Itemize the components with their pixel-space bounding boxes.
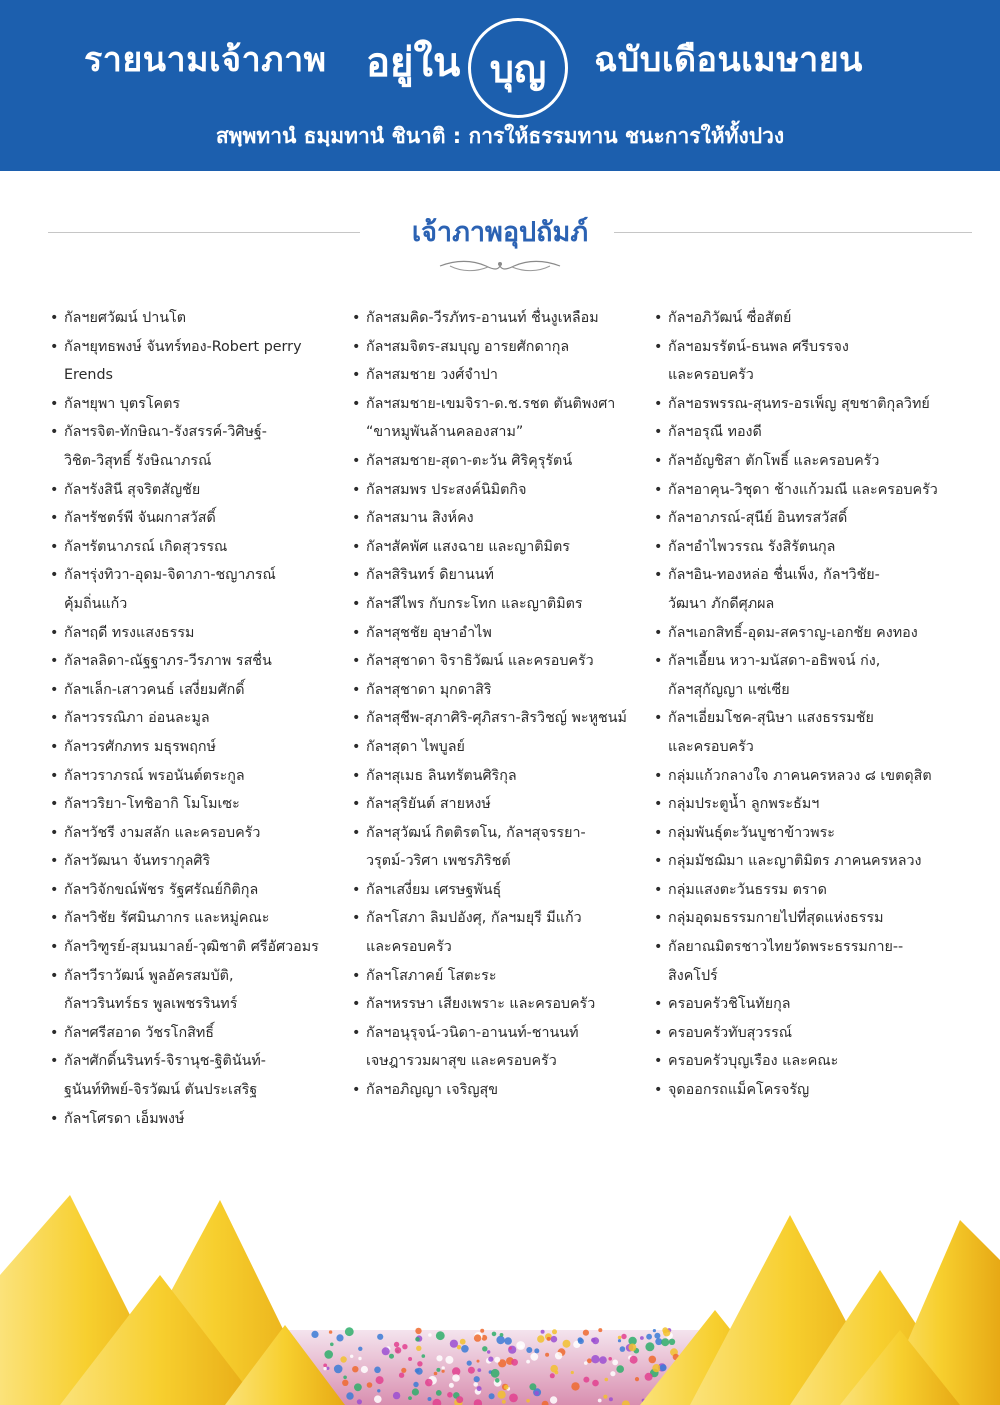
gem-dot [603,1395,607,1399]
sponsor-list-item: • กัลฯสุดา ไพบูลย์ [352,733,652,762]
gem-dot [608,1357,612,1361]
gem-dot [413,1382,418,1387]
gem-dot [474,1376,480,1382]
sponsor-list-item: • กัลฯสีไพร กับกระโทก และญาติมิตร [352,590,652,619]
gem-dot [605,1378,609,1382]
sponsor-list-item: • กัลฯวรศักภทร มธุรพฤกษ์ [50,733,350,762]
gem-dot [500,1333,504,1337]
sponsor-list-item: • กัลฯยศวัฒน์ ปานโต [50,304,350,333]
logo-circle-text: บุญ [489,45,547,91]
gem-dot [482,1346,487,1351]
sponsor-list-item: • กัลฯสัคพัศ แสงฉาย และญาติมิตร [352,533,652,562]
gem-dot [555,1352,562,1359]
sponsor-list-item: • กัลฯสุวัฒน์ กิตติรตโน, กัลฯสุจรรยา- วรุตม์-วริศา เพชรภิริชต์ [352,819,652,876]
sponsor-list-item: • กัลฯลลิดา-ณัฐฐาภร-วีรภาพ รสชื่น [50,647,350,676]
gem-dot [492,1332,497,1337]
gem-dot [504,1385,509,1390]
gem-dot [415,1337,420,1342]
gem-dot [358,1347,362,1351]
gem-dot [646,1334,652,1340]
gem-dot [509,1347,512,1350]
sponsor-list-item: • กัลฯสุชีพ-สุภาศิริ-ศุภิสรา-สิรวิชญ์ พะหูชนม์ [352,704,652,733]
sponsor-list-item: • กัลฯเอี่ยมโชค-สุนิษา แสงธรรมชัย และครอบครัว [654,704,1000,761]
sponsor-list-item: • กัลยาณมิตรชาวไทยวัดพระธรรมกาย-- สิงคโปร์ [654,933,1000,990]
sponsor-list-item: • กัลฯอาภรณ์-สุนีย์ อินทรสวัสดิ์ [654,504,1000,533]
gem-dot [436,1390,442,1396]
gem-dot [550,1365,558,1373]
gem-dot [402,1344,407,1349]
gem-dot [436,1331,445,1340]
sponsor-list-item: • กลุ่มแก้วกลางใจ ภาคนครหลวง ๘ เขตดุสิต [654,762,1000,791]
gem-dot [460,1339,466,1345]
section-title: เจ้าภาพอุปถัมภ์ [411,217,589,248]
sponsor-list-item: • กัลฯสมคิด-วีรภัทร-อานนท์ ชื่นงูเหลือม [352,304,652,333]
logo-text: อยู่ใน [366,39,461,86]
gem-dot [354,1383,362,1391]
sponsor-list-item: • กัลฯรัตนาภรณ์ เกิดสุวรรณ [50,533,350,562]
gem-dot [649,1356,657,1364]
gem-dot [563,1340,571,1348]
gem-dot [422,1354,426,1358]
gem-dot [612,1360,618,1366]
gem-dot [415,1328,421,1334]
sponsor-list-item: • กัลฯเล็ก-เสาวคนธ์ เสงี่ยมศักดิ์ [50,676,350,705]
gem-dot [461,1345,469,1353]
gem-dot [653,1329,656,1332]
gem-dot [609,1397,613,1401]
sponsor-list-item: • กัลฯวริยา-โทชิอากิ โมโมเซะ [50,790,350,819]
sponsor-list-item: • กัลฯสมชาย-สุดา-ตะวัน ศิริคุรุรัตน์ [352,447,652,476]
sponsor-list-item: • กัลฯอรุณี ทองดี [654,418,1000,447]
gem-dot [352,1366,358,1372]
gem-dot [334,1365,343,1374]
gem-dot [498,1391,506,1399]
gem-dot [473,1382,478,1387]
gem-dot [394,1342,399,1347]
gem-dot [367,1382,373,1388]
gem-dot [324,1350,333,1359]
gem-dot [480,1329,484,1333]
gem-dot [436,1368,440,1372]
sponsor-list-item: • กัลฯหรรษา เสียงเพราะ และครอบครัว [352,990,652,1019]
gem-dot [511,1359,518,1366]
sponsor-list-item: • กัลฯรัชตร์พี จันผกาสวัสดิ์ [50,504,350,533]
gem-dot [408,1357,412,1361]
sponsor-list-item: • กัลฯโสภา ลิมปอังศุ, กัลฯมยุรี มีแก้ว และครอบครัว [352,904,652,961]
header-banner [0,0,1000,171]
gem-dot [329,1330,332,1333]
pyramid-decoration [0,1180,1000,1405]
gem-dot [529,1383,536,1390]
sponsor-list-item: • กัลฯอภิญญา เจริญสุข [352,1076,652,1105]
gem-dot [537,1335,544,1342]
gem-dot [616,1365,624,1373]
gem-dot [545,1353,549,1357]
sponsor-list-item: • กัลฯสุชาดา มุกดาสิริ [352,676,652,705]
sponsor-list-item: • กลุ่มแสงตะวันธรรม ตราด [654,876,1000,905]
sponsor-list-item: • กัลฯยุทธพงษ์ จันทร์ทอง-Robert perry Erends [50,333,350,390]
gem-dot [547,1337,551,1341]
sponsor-list-item: • กัลฯวีราวัฒน์ พูลอัครสมบัติ, กัลฯวรินทร์ธร พูลเพชรรินทร์ [50,962,350,1019]
logo-circle [468,18,568,118]
gem-dot [415,1368,419,1372]
gem-dot [428,1397,432,1401]
sponsor-list-item: • กัลฯรจิต-ทักษิณา-รังสรรค์-วิศิษฐ์- วิชิต-วิสุทธิ์ รังษิณาภรณ์ [50,418,350,475]
gem-dot [591,1338,596,1343]
sponsor-list-item: • ครอบครัวชิโนทัยกุล [654,990,1000,1019]
gem-dot [530,1353,538,1361]
gem-dot [551,1336,558,1343]
gem-dot [408,1396,412,1400]
gem-dot [442,1366,445,1369]
gem-dot [434,1372,438,1376]
gem-dot [496,1336,504,1344]
gem-dot [377,1389,380,1392]
gem-dot [382,1347,390,1355]
gem-dot [336,1334,343,1341]
gem-dot [487,1350,490,1353]
gem-dot [340,1356,346,1362]
sponsor-list-item: • กัลฯสมชาย วงศ์จำปา [352,361,652,390]
sponsor-list-item: • กัลฯอรพรรณ-สุนทร-อรเพ็ญ สุขชาติกุลวิทย์ [654,390,1000,419]
sponsor-list-item: • กลุ่มพันธุ์ตะวันบูชาข้าวพระ [654,819,1000,848]
gem-dot [477,1386,482,1391]
sponsor-list-item: • กัลฯสิรินทร์ ดิยานนท์ [352,561,652,590]
gem-dot [447,1392,453,1398]
sponsor-list-item: • กลุ่มอุดมธรรมกายไปที่สุดแห่งธรรม [654,904,1000,933]
sponsor-list-item: • กัลฯเอกสิทธิ์-อุดม-สคราญ-เอกชัย คงทอง [654,619,1000,648]
gem-dot [534,1391,539,1396]
gem-dot [477,1360,480,1363]
gem-dot [491,1369,500,1378]
gem-dot [654,1333,660,1339]
gem-dot [550,1396,557,1403]
gem-dot [629,1344,637,1352]
sponsor-list-item: • กัลฯสมพร ประสงค์นิมิตกิจ [352,476,652,505]
gem-dot [412,1388,419,1395]
gem-dot [361,1366,368,1373]
gem-dot [526,1360,530,1364]
sponsor-list-item: • กัลฯวัชรี งามสลัก และครอบครัว [50,819,350,848]
gem-dot [621,1334,626,1339]
sponsor-list-item: • กลุ่มประตูน้ำ ลูกพระธัมฯ [654,790,1000,819]
gem-dot [323,1364,327,1368]
sponsor-list-item: • กัลฯวราภรณ์ พรอนันต์ตระกูล [50,762,350,791]
sponsor-list-item: • ครอบครัวทับสุวรรณ์ [654,1019,1000,1048]
sponsor-list-item: • กัลฯศักดิ์นรินทร์-จิรานุช-ฐิตินันท์- ฐนันท์ทิพย์-จิรวัฒน์ ตันประเสริฐ [50,1047,350,1104]
gem-dot [495,1378,500,1383]
gem-dot [358,1357,361,1360]
gem-dot [630,1356,638,1364]
gem-dot [504,1337,512,1345]
gem-dot [428,1333,432,1337]
gem-dot [425,1379,433,1387]
sponsor-list-item: • กัลฯโศรดา เอ็มพงษ์ [50,1105,350,1134]
gem-dot [445,1356,453,1364]
gem-dot [395,1347,402,1354]
sponsor-list-item: • กัลฯเสงี่ยม เศรษฐพันธุ์ [352,876,652,905]
sponsor-list-item: • กัลฯวัฒนา จันทรากุลศิริ [50,847,350,876]
gem-dot [663,1329,670,1336]
header-right-title: ฉบับเดือนเมษายน [594,40,863,80]
gem-dot [416,1346,421,1351]
sponsor-list-item: • กัลฯวรรณิภา อ่อนละมูล [50,704,350,733]
gem-dot [345,1327,354,1336]
gem-dot [442,1370,445,1373]
gem-dot [488,1357,493,1362]
sponsor-list-item: • กัลฯยุพา บุตรโคตร [50,390,350,419]
header-subtitle: สพฺพทานํ ธมฺมทานํ ชินาติ : การให้ธรรมทาน ชนะการให้ทั้งปวง [215,124,785,148]
gem-dot [474,1334,481,1341]
gem-dot [645,1342,654,1351]
sponsor-list-item: • ครอบครัวบุญเรือง และคณะ [654,1047,1000,1076]
gem-dot [450,1340,458,1348]
gem-dot [468,1367,475,1374]
gem-dot [652,1364,660,1372]
gem-dot [374,1395,382,1403]
sponsor-list-item: • กัลฯอาคุน-วิชุดา ช้างแก้วมณี และครอบครัว [654,476,1000,505]
gem-dot [571,1371,574,1374]
sponsor-list-item: • กัลฯสมจิตร-สมบุญ อารยศักดากุล [352,333,652,362]
sponsor-list-item: • กัลฯอมรรัตน์-ธนพล ศรีบรรจง และครอบครัว [654,333,1000,390]
gem-dot [343,1376,347,1380]
gem-dot [342,1380,348,1386]
gem-dot [610,1371,615,1376]
gem-dot [583,1330,589,1336]
gem-dot [376,1376,384,1384]
gem-dot [377,1334,383,1340]
gem-dot [417,1361,422,1366]
sponsor-list-item: • กัลฯฤดี ทรงแสงธรรม [50,619,350,648]
gem-dot [399,1373,404,1378]
gem-dot [552,1329,557,1334]
sponsor-list-item: • กัลฯสุเมธ ลินทรัตนศิริกุล [352,762,652,791]
sponsor-list-item: • กัลฯอำไพวรรณ รังสิรัตนกุล [654,533,1000,562]
sponsor-list-item: • กัลฯวิฑูรย์-สุมนมาลย์-วุฒิชาติ ศรีอัศวอมร [50,933,350,962]
sponsor-list-item: • กลุ่มมัชฌิมา และญาติมิตร ภาคนครหลวง [654,847,1000,876]
gem-dot [578,1337,583,1342]
gem-dot [357,1399,362,1404]
gem-dot [618,1336,622,1340]
gem-dot [330,1343,334,1347]
gem-dot [494,1357,500,1363]
gem-dot [452,1374,460,1382]
sponsor-list-item: • กัลฯวิจักขณ์พัชร รัฐศรัณย์กิติกุล [50,876,350,905]
sponsor-list-item: • กัลฯอภิวัฒน์ ซื่อสัตย์ [654,304,1000,333]
gem-dot [584,1361,588,1365]
gem-dot [477,1368,481,1372]
gem-dot [323,1367,326,1370]
header-left-title: รายนามเจ้าภาพ [84,40,327,80]
gem-dot [489,1393,495,1399]
sponsor-list-item: • กัลฯสุริยันต์ สายหงษ์ [352,790,652,819]
gem-dot [598,1399,602,1403]
gem-dot [350,1355,353,1358]
sponsor-list-item: • กัลฯอัญชิสา ตักโพธิ์ และครอบครัว [654,447,1000,476]
gem-dot [571,1382,579,1390]
sponsor-list-item: • กัลฯสมาน สิงห์คง [352,504,652,533]
gem-dot [583,1377,589,1383]
gem-dot [598,1328,602,1332]
gem-dot [550,1373,555,1378]
gem-dot [401,1368,406,1373]
sponsor-list-column-3 [654,304,1000,1105]
gem-dot [669,1339,675,1345]
sponsor-list-item: • กัลฯอิน-ทองหล่อ ชื่นเพ็ง, กัลฯวิชัย- วัฒนา ภักดีศุภผล [654,561,1000,618]
gem-dot [436,1355,442,1361]
gem-dot [509,1394,518,1403]
gem-dot [618,1339,621,1342]
sponsor-list-item: • จุดออกรถแม็คโครจรัญ [654,1076,1000,1105]
sponsor-list-item: • กัลฯเอี้ยน หวา-มนัสดา-อธิพจน์ ก่ง, กัลฯสุกัญญา แซ่เซีย [654,647,1000,704]
sponsor-list-item: • กัลฯรังสินี สุจริตสัญชัย [50,476,350,505]
gem-dot [645,1373,653,1381]
gem-dot [620,1346,626,1352]
sponsor-list-item: • กัลฯโสภาคย์ โสตะระ [352,962,652,991]
gem-dot [502,1400,506,1404]
gem-dot [393,1392,400,1399]
gem-dot [374,1367,381,1374]
gem-dot [311,1331,318,1338]
gem-dot [541,1330,545,1334]
sponsor-list-column-2 [352,304,652,1105]
gem-dot [516,1341,525,1350]
gem-dot [592,1380,599,1387]
gem-dot [635,1377,639,1381]
gem-dot [456,1396,463,1403]
sponsor-list-item: • กัลฯสุชชัย อุษาอำไพ [352,619,652,648]
sponsor-list-item: • กัลฯรุ่งทิวา-อุดม-จิดาภา-ชญาภรณ์ คุ้มถิ่นแก้ว [50,561,350,618]
gem-dot [660,1364,667,1371]
ornament-icon [436,258,564,274]
gem-dot [587,1358,592,1363]
gem-dot [526,1347,532,1353]
sponsor-list-item: • กัลฯศรีสอาด วัชรโกสิทธิ์ [50,1019,350,1048]
gem-dot [526,1399,530,1403]
gem-dot [599,1356,607,1364]
gem-dot [389,1354,394,1359]
gem-dot [661,1338,669,1346]
sponsor-list-column-1 [50,304,350,1133]
gem-dot [640,1336,644,1340]
gem-dot [534,1348,539,1353]
sponsor-list-item: • กัลฯสมชาย-เขมจิรา-ด.ช.รชต ตันติพงศา “ขาหมูพันล้านคลองสาม” [352,390,652,447]
gem-dot [467,1361,472,1366]
sponsor-list-item: • กัลฯวิชัย รัศมินภากร และหมู่คณะ [50,904,350,933]
gem-dot [449,1383,454,1388]
gem-dot [591,1355,599,1363]
sponsor-list-item: • กัลฯสุชาดา จิราธิวัฒน์ และครอบครัว [352,647,652,676]
sponsor-list-item: • กัลฯอนุรุจน์-วนิดา-อานนท์-ชานนท์ เจษฎารวมผาสุข และครอบครัว [352,1019,652,1076]
gem-dot [346,1392,353,1399]
